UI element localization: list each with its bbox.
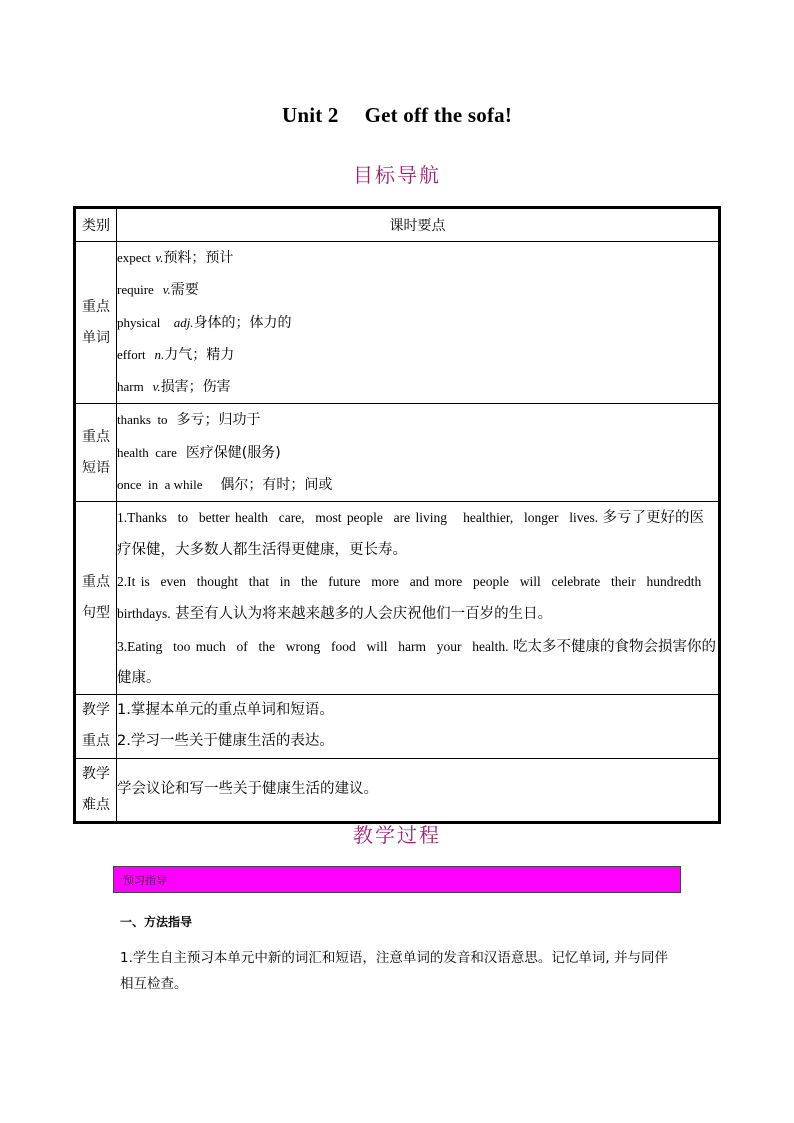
table-row [75, 502, 720, 695]
table-row [75, 695, 720, 759]
header-category: 类别 [75, 208, 117, 242]
table-header-row [75, 208, 720, 242]
list-item: 3.Eating too much of the wrong food will harm your health. 吃太多不健康的食物会损害你的健康。 [117, 638, 717, 686]
list-item: expect v.预料；预计 [117, 250, 234, 266]
header-points: 课时要点 [117, 208, 720, 242]
category-cell: 重点 短语 [75, 404, 117, 502]
points-cell [117, 758, 720, 822]
points-cell [117, 242, 720, 404]
list-item: health care 医疗保健(服务) [117, 444, 281, 461]
category-cell: 教学 难点 [75, 758, 117, 822]
preview-banner [113, 866, 681, 893]
goals-table [73, 206, 721, 824]
list-item: once in a while 偶尔；有时；间或 [117, 477, 333, 494]
table-row [75, 758, 720, 822]
points-cell [117, 404, 720, 502]
list-item: thanks to 多亏；归功于 [117, 412, 261, 429]
table-row [75, 242, 720, 404]
list-item: 学会议论和写一些关于健康生活的建议。 [117, 781, 378, 798]
list-item: harm v.损害；伤害 [117, 379, 231, 396]
table-row [75, 404, 720, 502]
unit-name: Get off the sofa! [364, 103, 513, 127]
method-heading: 一、方法指导 [120, 915, 193, 929]
list-item: 1.掌握本单元的重点单词和短语。 [117, 702, 334, 719]
list-item: require v.需要 [117, 282, 199, 299]
goal-section-title: 目标导航 [353, 163, 441, 187]
method-paragraph: 1.学生自主预习本单元中新的词汇和短语，注意单词的发音和汉语意思。记忆单词, 并与同伴相互检查。 [120, 950, 668, 992]
category-cell: 教学 重点 [75, 695, 117, 759]
points-cell [117, 502, 720, 695]
category-cell: 重点 句型 [75, 502, 117, 695]
list-item: 2.It is even thought that in the future more and more people will celebrate their hundredth birthdays. 甚至有人认为将来越来越多的人会庆祝他们一百岁的生日。 [117, 573, 707, 623]
list-item: 2.学习一些关于健康生活的表达。 [117, 733, 334, 750]
unit-title [0, 103, 794, 128]
points-cell [117, 695, 720, 759]
unit-number: Unit 2 [281, 103, 339, 127]
list-item: 1.Thanks to better health care, most people are living healthier, longer lives. 多亏了更好的医疗保健，大多数人都生活得更健康，更长寿。 [117, 510, 705, 558]
banner-label: 预习指导 [123, 874, 167, 887]
list-item: physical adj.身体的；体力的 [117, 314, 292, 331]
list-item: effort n.力气；精力 [117, 346, 235, 363]
process-section-title: 教学过程 [353, 823, 441, 847]
category-cell: 重点 单词 [75, 242, 117, 404]
